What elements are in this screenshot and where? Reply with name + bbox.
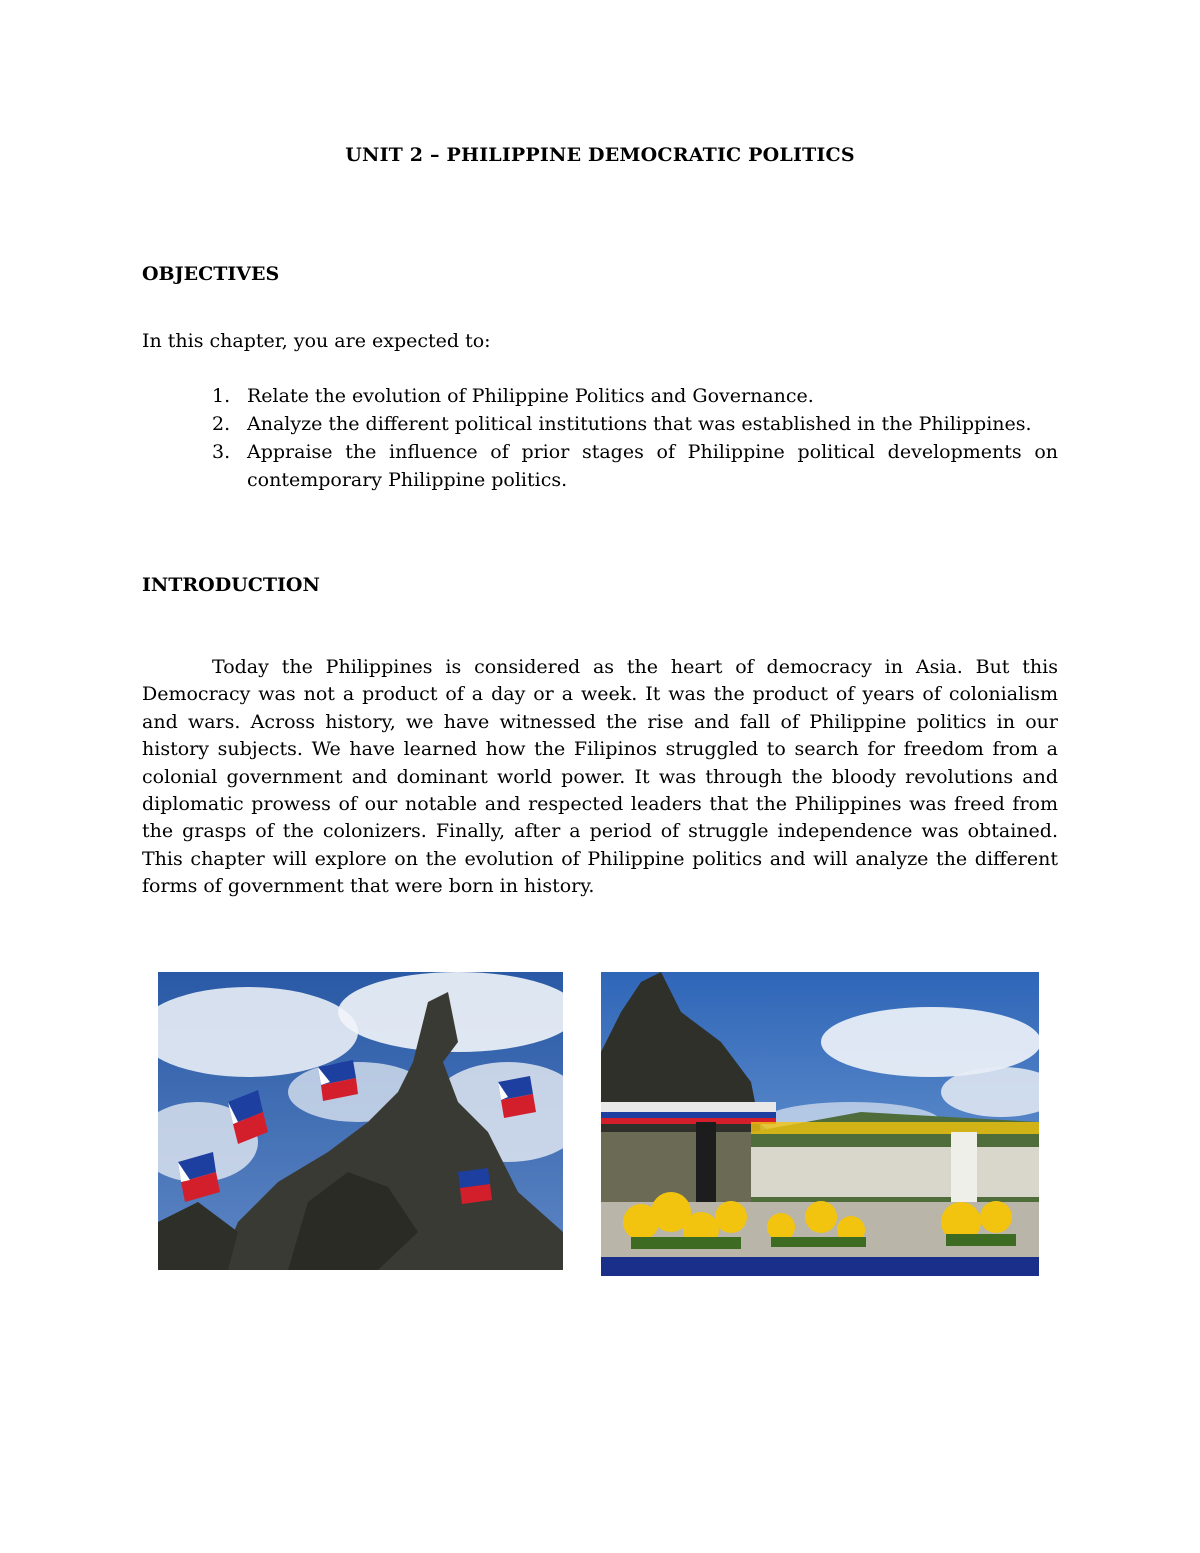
list-number: 3. — [212, 441, 231, 463]
objectives-list — [142, 382, 1058, 494]
list-text: Analyze the different political institutions that was established in the Philippines. — [247, 413, 1032, 435]
page-title: UNIT 2 – PHILIPPINE DEMOCRATIC POLITICS — [345, 144, 855, 166]
list-item — [142, 410, 1058, 438]
list-number: 1. — [212, 385, 231, 407]
list-item — [142, 438, 1058, 494]
monument-flags-photo — [158, 972, 563, 1270]
ceremony-photo — [601, 972, 1039, 1276]
list-text: Appraise the influence of prior stages of Philippine political developments on contemporary Philippine politics. — [247, 441, 1058, 491]
list-item — [142, 382, 1058, 410]
objectives-heading: OBJECTIVES — [142, 263, 280, 285]
list-text: Relate the evolution of Philippine Politics and Governance. — [247, 385, 814, 407]
introduction-paragraph: Today the Philippines is considered as the heart of democracy in Asia. But this Democracy was not a product of a day or a week. It was the product of years of colonialism and wars. Across history, we have witnessed the rise and fall of Philippine politics in our history subjects. We have learned how the Filipinos struggled to search for freedom from a colonial government and dominant world power. It was through the bloody revolutions and diplomatic prowess of our notable and respected leaders that the Philippines was freed from the grasps of the colonizers. Finally, after a period of struggle independence was obtained. This chapter will explore on the evolution of Philippine politics and will analyze the different forms of government that were born in history. — [142, 656, 1058, 898]
objectives-lead: In this chapter, you are expected to: — [142, 330, 491, 352]
list-number: 2. — [212, 413, 231, 435]
introduction-heading: INTRODUCTION — [142, 574, 320, 596]
